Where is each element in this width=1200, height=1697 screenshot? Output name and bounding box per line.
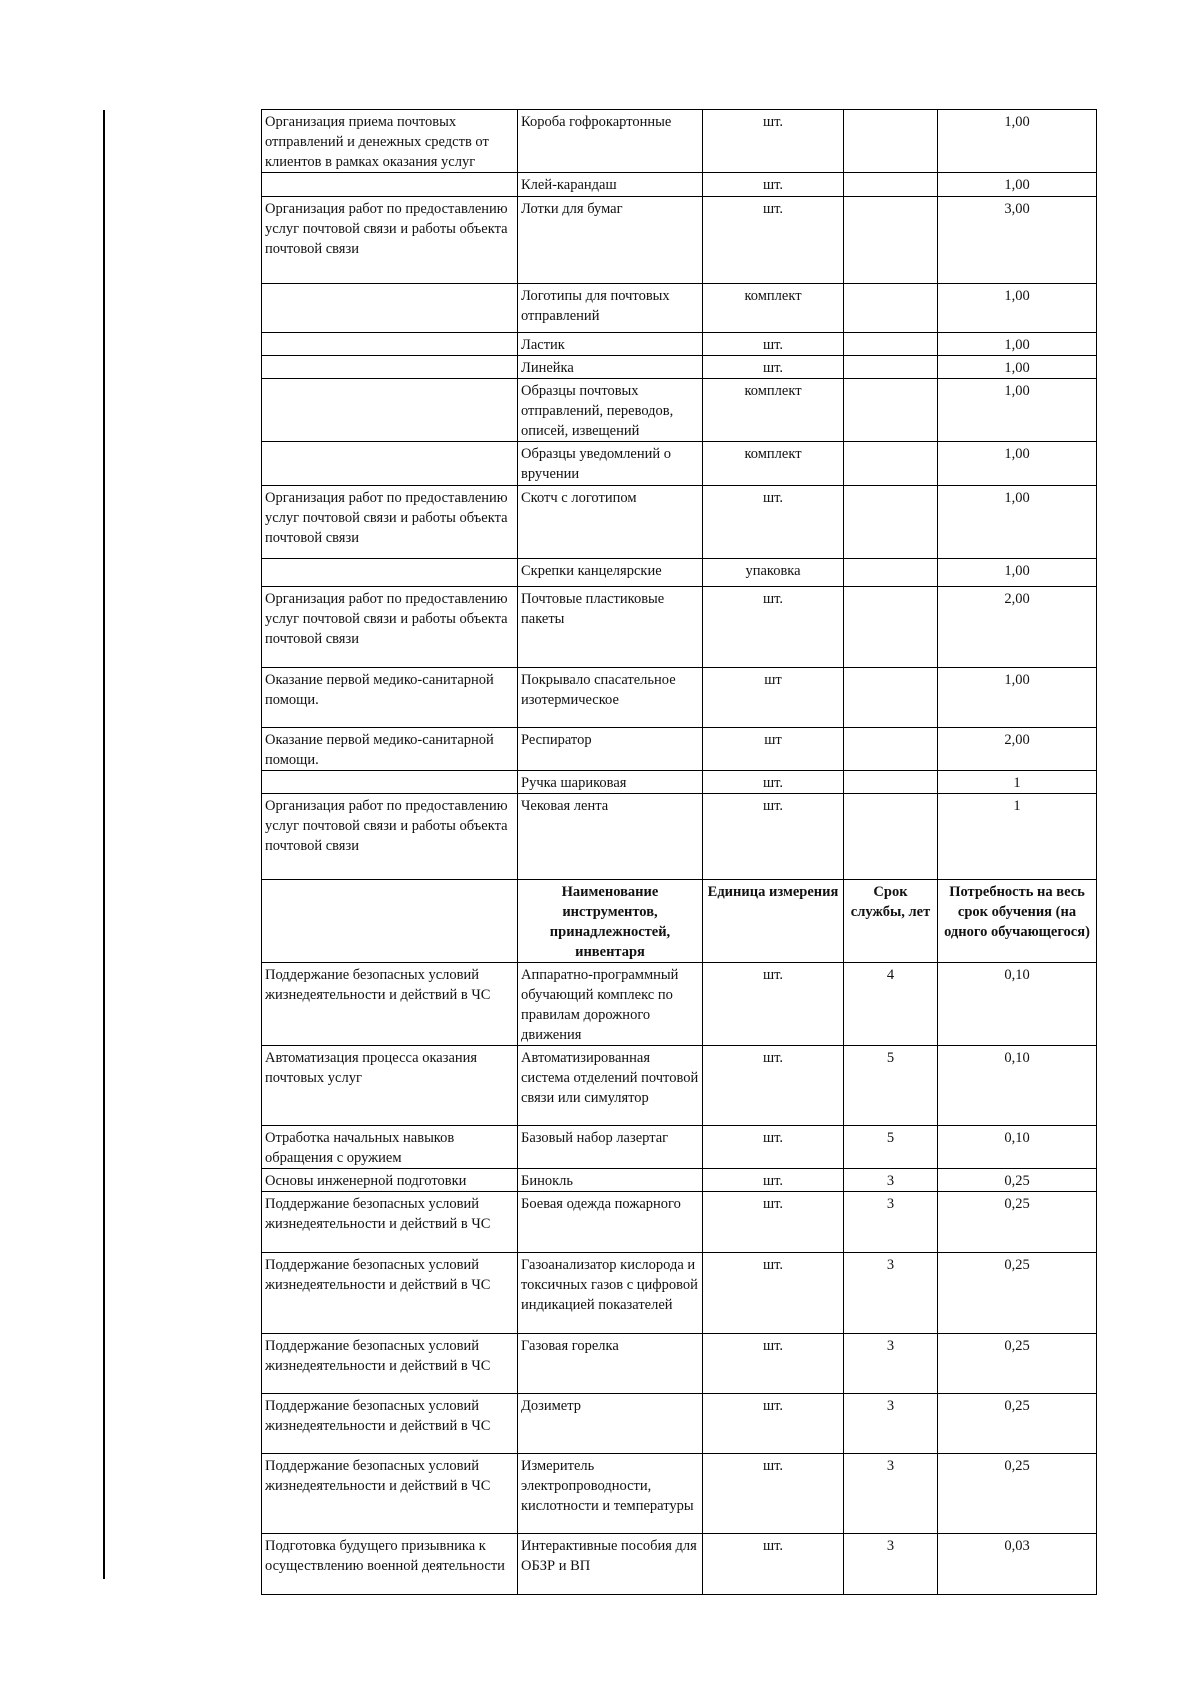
table-row xyxy=(262,284,1097,333)
item-cell: Чековая лента xyxy=(518,794,703,880)
activity-cell: Организация работ по предоставлению услуг почтовой связи и работы объекта почтовой связи xyxy=(262,794,518,880)
item-cell: Скрепки канцелярские xyxy=(518,559,703,587)
item-cell: Скотч с логотипом xyxy=(518,486,703,559)
service-life-cell: 5 xyxy=(844,1126,938,1169)
item-cell: Образцы уведомлений о вручении xyxy=(518,442,703,486)
activity-cell xyxy=(262,379,518,442)
quantity-cell: 3,00 xyxy=(938,197,1097,284)
service-life-cell: 3 xyxy=(844,1454,938,1534)
activity-cell xyxy=(262,771,518,794)
table-row xyxy=(262,963,1097,1046)
item-cell: Бинокль xyxy=(518,1169,703,1192)
table-row xyxy=(262,1334,1097,1394)
service-life-cell xyxy=(844,728,938,771)
table-row xyxy=(262,333,1097,356)
service-life-cell: 3 xyxy=(844,1394,938,1454)
activity-cell: Организация работ по предоставлению услуг почтовой связи и работы объекта почтовой связи xyxy=(262,197,518,284)
service-life-cell: 3 xyxy=(844,1192,938,1253)
quantity-cell: 1 xyxy=(938,794,1097,880)
item-cell: Ластик xyxy=(518,333,703,356)
item-cell: Интерактивные пособия для ОБЗР и ВП xyxy=(518,1534,703,1595)
unit-cell: комплект xyxy=(703,284,844,333)
service-life-cell xyxy=(844,284,938,333)
unit-cell: шт. xyxy=(703,1126,844,1169)
item-cell: Образцы почтовых отправлений, переводов, описей, извещений xyxy=(518,379,703,442)
unit-cell: шт. xyxy=(703,963,844,1046)
service-life-cell xyxy=(844,486,938,559)
table-row xyxy=(262,173,1097,197)
table-row xyxy=(262,379,1097,442)
activity-cell xyxy=(262,559,518,587)
table-row xyxy=(262,356,1097,379)
quantity-cell: 1,00 xyxy=(938,486,1097,559)
service-life-cell xyxy=(844,379,938,442)
table-header-row xyxy=(262,880,1097,963)
activity-cell: Поддержание безопасных условий жизнедеятельности и действий в ЧС xyxy=(262,1394,518,1454)
service-life-cell: 5 xyxy=(844,1046,938,1126)
table-row xyxy=(262,1454,1097,1534)
item-cell: Клей-карандаш xyxy=(518,173,703,197)
table-row xyxy=(262,1169,1097,1192)
quantity-cell: 0,25 xyxy=(938,1169,1097,1192)
quantity-cell: 0,03 xyxy=(938,1534,1097,1595)
unit-cell: шт. xyxy=(703,1192,844,1253)
table-row xyxy=(262,587,1097,668)
quantity-cell: 1,00 xyxy=(938,442,1097,486)
table-row xyxy=(262,1126,1097,1169)
item-cell: Респиратор xyxy=(518,728,703,771)
unit-cell: упаковка xyxy=(703,559,844,587)
item-cell: Покрывало спасательное изотермическое xyxy=(518,668,703,728)
activity-cell: Организация работ по предоставлению услуг почтовой связи и работы объекта почтовой связи xyxy=(262,587,518,668)
equipment-table xyxy=(261,109,1097,1595)
table-row xyxy=(262,728,1097,771)
unit-cell: шт. xyxy=(703,110,844,173)
item-cell: Ручка шариковая xyxy=(518,771,703,794)
supplies-section xyxy=(262,110,1097,880)
activity-cell xyxy=(262,356,518,379)
service-life-cell xyxy=(844,668,938,728)
activity-cell: Поддержание безопасных условий жизнедеятельности и действий в ЧС xyxy=(262,1253,518,1334)
quantity-cell: 0,25 xyxy=(938,1394,1097,1454)
service-life-cell xyxy=(844,771,938,794)
unit-cell: шт. xyxy=(703,794,844,880)
item-cell: Линейка xyxy=(518,356,703,379)
service-life-cell: 3 xyxy=(844,1334,938,1394)
activity-cell: Оказание первой медико-санитарной помощи. xyxy=(262,668,518,728)
unit-cell: шт. xyxy=(703,1169,844,1192)
service-life-cell xyxy=(844,173,938,197)
service-life-cell: 3 xyxy=(844,1169,938,1192)
unit-cell: шт. xyxy=(703,1334,844,1394)
activity-cell: Отработка начальных навыков обращения с оружием xyxy=(262,1126,518,1169)
activity-cell: Основы инженерной подготовки xyxy=(262,1169,518,1192)
quantity-cell: 0,25 xyxy=(938,1454,1097,1534)
unit-cell: шт. xyxy=(703,486,844,559)
quantity-cell: 0,25 xyxy=(938,1253,1097,1334)
activity-cell: Организация приема почтовых отправлений и денежных средств от клиентов в рамках оказания услуг xyxy=(262,110,518,173)
activity-cell: Оказание первой медико-санитарной помощи. xyxy=(262,728,518,771)
table-row xyxy=(262,1534,1097,1595)
service-life-cell xyxy=(844,333,938,356)
service-life-cell xyxy=(844,442,938,486)
quantity-cell: 0,25 xyxy=(938,1192,1097,1253)
table-row xyxy=(262,1394,1097,1454)
quantity-cell: 1,00 xyxy=(938,110,1097,173)
header-quantity: Потребность на весь срок обучения (на одного обучающегося) xyxy=(938,880,1097,963)
activity-cell: Организация работ по предоставлению услуг почтовой связи и работы объекта почтовой связи xyxy=(262,486,518,559)
item-cell: Лотки для бумаг xyxy=(518,197,703,284)
quantity-cell: 1,00 xyxy=(938,559,1097,587)
service-life-cell xyxy=(844,356,938,379)
table-row xyxy=(262,1253,1097,1334)
quantity-cell: 1,00 xyxy=(938,173,1097,197)
unit-cell: шт. xyxy=(703,356,844,379)
unit-cell: шт. xyxy=(703,173,844,197)
left-margin-rule xyxy=(103,110,105,1579)
quantity-cell: 1,00 xyxy=(938,356,1097,379)
header-activity xyxy=(262,880,518,963)
activity-cell xyxy=(262,284,518,333)
table-row xyxy=(262,1192,1097,1253)
unit-cell: шт. xyxy=(703,197,844,284)
table-row xyxy=(262,1046,1097,1126)
item-cell: Газовая горелка xyxy=(518,1334,703,1394)
table-row xyxy=(262,197,1097,284)
item-cell: Измеритель электропроводности, кислотности и температуры xyxy=(518,1454,703,1534)
activity-cell: Поддержание безопасных условий жизнедеятельности и действий в ЧС xyxy=(262,1454,518,1534)
activity-cell: Поддержание безопасных условий жизнедеятельности и действий в ЧС xyxy=(262,963,518,1046)
service-life-cell: 3 xyxy=(844,1534,938,1595)
quantity-cell: 2,00 xyxy=(938,587,1097,668)
service-life-cell: 4 xyxy=(844,963,938,1046)
service-life-cell xyxy=(844,110,938,173)
unit-cell: шт xyxy=(703,728,844,771)
table-row xyxy=(262,668,1097,728)
activity-cell xyxy=(262,442,518,486)
item-cell: Автоматизированная система отделений почтовой связи или симулятор xyxy=(518,1046,703,1126)
item-cell: Боевая одежда пожарного xyxy=(518,1192,703,1253)
unit-cell: шт. xyxy=(703,1454,844,1534)
item-cell: Почтовые пластиковые пакеты xyxy=(518,587,703,668)
service-life-cell xyxy=(844,794,938,880)
unit-cell: шт xyxy=(703,668,844,728)
unit-cell: шт. xyxy=(703,1394,844,1454)
quantity-cell: 0,10 xyxy=(938,1046,1097,1126)
activity-cell: Автоматизация процесса оказания почтовых услуг xyxy=(262,1046,518,1126)
activity-cell xyxy=(262,173,518,197)
table-row xyxy=(262,110,1097,173)
service-life-cell xyxy=(844,587,938,668)
item-cell: Дозиметр xyxy=(518,1394,703,1454)
header-section xyxy=(262,880,1097,963)
tools-section xyxy=(262,963,1097,1595)
table-row xyxy=(262,442,1097,486)
quantity-cell: 0,10 xyxy=(938,963,1097,1046)
quantity-cell: 0,10 xyxy=(938,1126,1097,1169)
quantity-cell: 1,00 xyxy=(938,379,1097,442)
table-row xyxy=(262,771,1097,794)
table-row xyxy=(262,559,1097,587)
unit-cell: шт. xyxy=(703,1534,844,1595)
unit-cell: шт. xyxy=(703,771,844,794)
quantity-cell: 1 xyxy=(938,771,1097,794)
quantity-cell: 2,00 xyxy=(938,728,1097,771)
service-life-cell: 3 xyxy=(844,1253,938,1334)
table-row xyxy=(262,794,1097,880)
activity-cell: Поддержание безопасных условий жизнедеятельности и действий в ЧС xyxy=(262,1334,518,1394)
item-cell: Аппаратно-программный обучающий комплекс по правилам дорожного движения xyxy=(518,963,703,1046)
quantity-cell: 1,00 xyxy=(938,668,1097,728)
header-item-name: Наименование инструментов, принадлежностей, инвентаря xyxy=(518,880,703,963)
unit-cell: шт. xyxy=(703,1253,844,1334)
quantity-cell: 1,00 xyxy=(938,284,1097,333)
item-cell: Базовый набор лазертаг xyxy=(518,1126,703,1169)
unit-cell: комплект xyxy=(703,442,844,486)
unit-cell: комплект xyxy=(703,379,844,442)
service-life-cell xyxy=(844,559,938,587)
header-service-life: Срок службы, лет xyxy=(844,880,938,963)
unit-cell: шт. xyxy=(703,1046,844,1126)
unit-cell: шт. xyxy=(703,333,844,356)
table-row xyxy=(262,486,1097,559)
activity-cell: Поддержание безопасных условий жизнедеятельности и действий в ЧС xyxy=(262,1192,518,1253)
quantity-cell: 0,25 xyxy=(938,1334,1097,1394)
item-cell: Логотипы для почтовых отправлений xyxy=(518,284,703,333)
quantity-cell: 1,00 xyxy=(938,333,1097,356)
activity-cell: Подготовка будущего призывника к осуществлению военной деятельности xyxy=(262,1534,518,1595)
unit-cell: шт. xyxy=(703,587,844,668)
item-cell: Короба гофрокартонные xyxy=(518,110,703,173)
header-unit: Единица измерения xyxy=(703,880,844,963)
item-cell: Газоанализатор кислорода и токсичных газов с цифровой индикацией показателей xyxy=(518,1253,703,1334)
service-life-cell xyxy=(844,197,938,284)
activity-cell xyxy=(262,333,518,356)
